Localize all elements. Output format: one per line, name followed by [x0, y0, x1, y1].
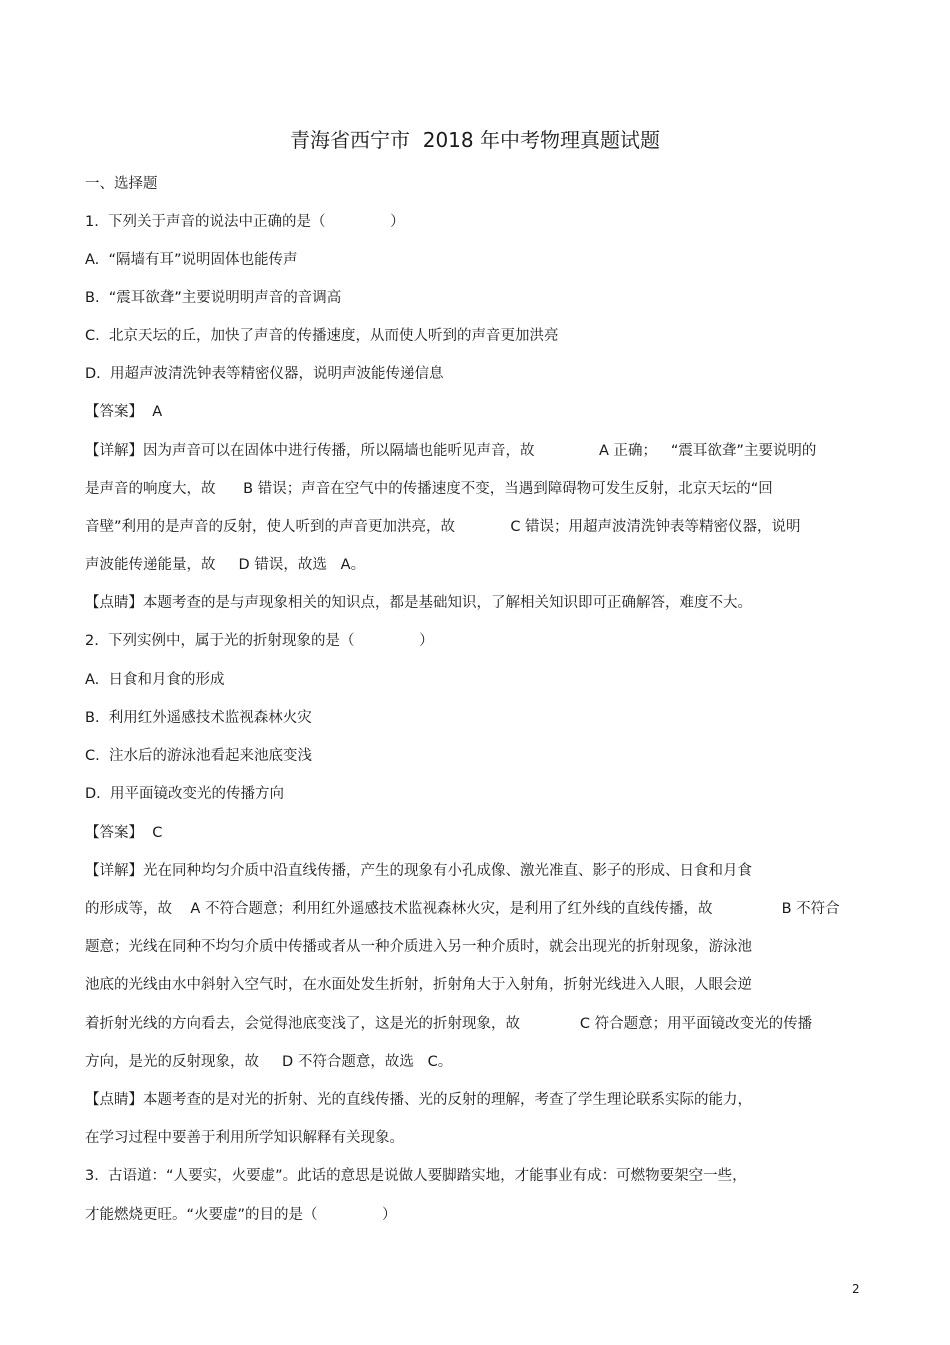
- question-2-detail-line: 池底的光线由水中斜射入空气时，在水面处发生折射，折射角大于入射角，折射光线进入人眼，人眼会逆: [85, 977, 752, 993]
- question-1-detail-line: 音壁”利用的是声音的反射，使人听到的声音更加洪亮，故 C 错误；用超声波清洗钟表等精密仪器，说明: [85, 519, 801, 535]
- question-2-detail-line: 【详解】光在同种均匀介质中沿直线传播，产生的现象有小孔成像、激光准直、影子的形成、日食和月食: [85, 863, 752, 879]
- question-1-option-b: B. “震耳欲聋”主要说明明声音的音调高: [85, 290, 342, 306]
- question-1-stem: 1. 下列关于声音的说法中正确的是（ ）: [85, 214, 405, 230]
- question-2-answer: 【答案】 C: [85, 825, 163, 841]
- question-2-option-d: D. 用平面镜改变光的传播方向: [85, 786, 284, 802]
- question-2-detail-line: 的形成等，故 A 不符合题意；利用红外遥感技术监视森林火灾，是利用了红外线的直线传播，故 B 不符合: [85, 901, 840, 917]
- question-2-option-a: A. 日食和月食的形成: [85, 672, 225, 688]
- section-heading: 一、选择题: [85, 176, 158, 192]
- question-2-option-c: C. 注水后的游泳池看起来池底变浅: [85, 748, 312, 764]
- question-1-option-d: D. 用超声波清洗钟表等精密仪器，说明声波能传递信息: [85, 366, 444, 382]
- page-title: 青海省西宁市 2018 年中考物理真题试题: [290, 128, 660, 152]
- page-number: 2: [852, 1282, 860, 1296]
- question-2-option-b: B. 利用红外遥感技术监视森林火灾: [85, 710, 312, 726]
- question-3-stem: 才能燃烧更旺。“火要虚”的目的是（ ）: [85, 1207, 397, 1223]
- question-3-stem: 3. 古语道：“人要实，火要虚”。此话的意思是说做人要脚踏实地，才能事业有成：可燃物要架空一些，: [85, 1168, 747, 1184]
- question-2-comment: 【点睛】本题考查的是对光的折射、光的直线传播、光的反射的理解，考查了学生理论联系实际的能力，: [85, 1092, 752, 1108]
- question-2-detail-line: 题意；光线在同种不均匀介质中传播或者从一种介质进入另一种介质时，就会出现光的折射现象，游泳池: [85, 939, 752, 955]
- question-1-comment: 【点睛】本题考查的是与声现象相关的知识点，都是基础知识，了解相关知识即可正确解答，难度不大。: [85, 595, 752, 611]
- question-1-option-a: A. “隔墙有耳”说明固体也能传声: [85, 252, 298, 268]
- question-1-detail-line: 声波能传递能量，故 D 错误，故选 A。: [85, 557, 366, 573]
- question-2-stem: 2. 下列实例中，属于光的折射现象的是（ ）: [85, 633, 434, 649]
- question-2-comment: 在学习过程中要善于利用所学知识解释有关现象。: [85, 1130, 404, 1146]
- question-1-answer: 【答案】 A: [85, 404, 163, 420]
- question-1-option-c: C. 北京天坛的丘，加快了声音的传播速度，从而使人听到的声音更加洪亮: [85, 328, 559, 344]
- question-1-detail-line: 是声音的响度大，故 B 错误；声音在空气中的传播速度不变，当遇到障碍物可发生反射，北京天坛的“回: [85, 481, 773, 497]
- question-1-detail-line: 【详解】因为声音可以在固体中进行传播，所以隔墙也能听见声音，故 A 正确； “震耳欲聋”主要说明的: [85, 443, 817, 459]
- question-2-detail-line: 方向，是光的反射现象，故 D 不符合题意，故选 C。: [85, 1054, 453, 1070]
- question-2-detail-line: 着折射光线的方向看去，会觉得池底变浅了，这是光的折射现象，故 C 符合题意；用平面镜改变光的传播: [85, 1016, 813, 1032]
